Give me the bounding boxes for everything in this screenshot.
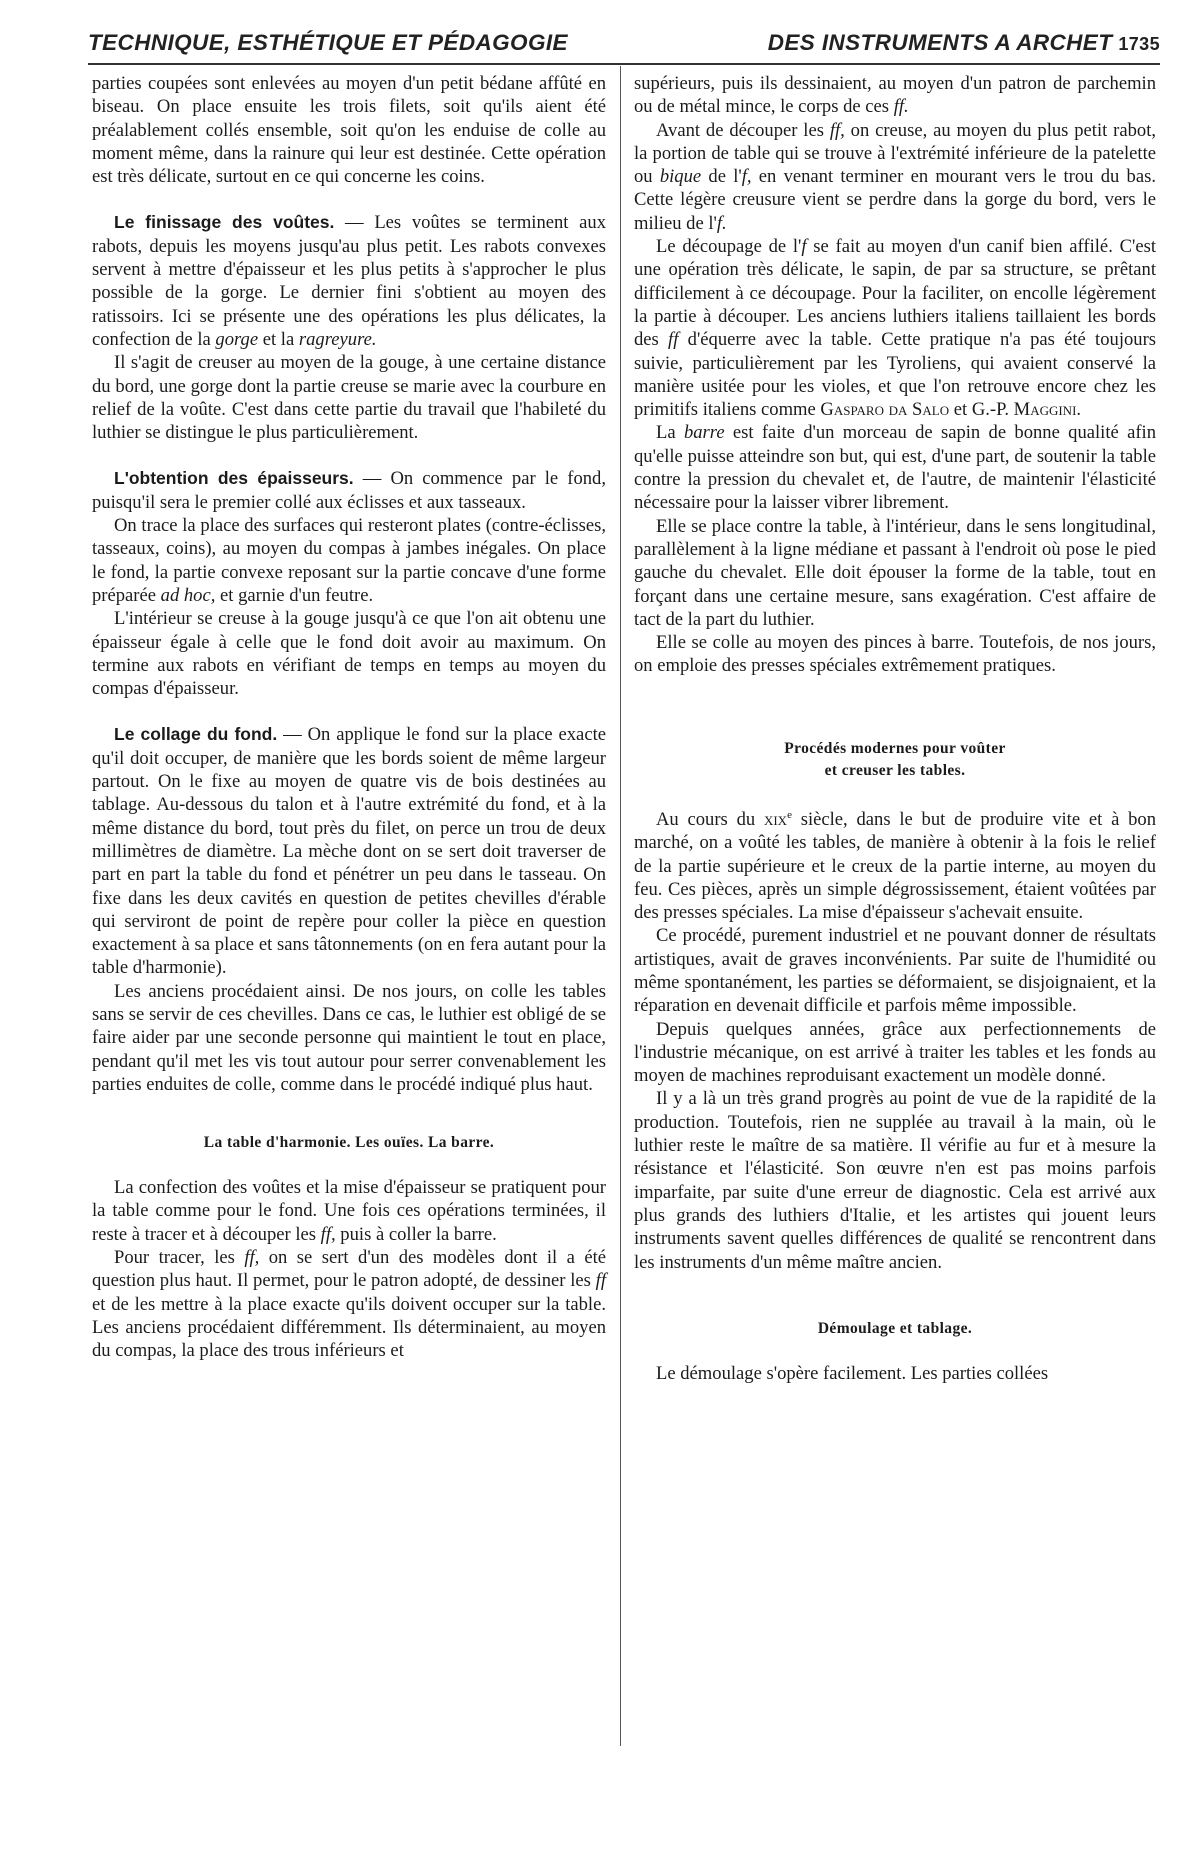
- paragraph-text: puis à coller la barre.: [335, 1223, 497, 1245]
- paragraph: [92, 514, 606, 607]
- italic-term: ff: [595, 1270, 606, 1292]
- paragraph-text: La confection des voûtes et la mise d'épaisseur se pratiquent pour la table comme pour le fond. Une fois ces opérations terminées, il reste à tracer et à découper les: [92, 1177, 606, 1245]
- section-title-text: Démoulage et tablage.: [817, 1319, 973, 1337]
- paragraph-text: On trace la place des surfaces qui resteront plates (contre-éclisses, tasseaux, coins), au moyen du compas à jambes inégales. On place le fond, la partie convexe reposant sur la partie concave d'une forme préparée: [92, 515, 606, 606]
- paragraph-text: et la: [258, 328, 299, 350]
- section-title-line: et creuser les tables.: [824, 761, 966, 779]
- paragraph-text: Avant de découper les: [656, 119, 830, 141]
- paragraph: L'intérieur se creuse à la gouge jusqu'à ce que l'on ait obtenu une épaisseur égale à celle que le fond doit avoir au maximum. On termine aux rabots en vérifiant de temps en temps au moyen du compas d'épaisseur.: [92, 608, 606, 700]
- section-title-demoulage: [634, 1318, 1156, 1340]
- small-caps-name: G.-P. Maggini.: [971, 399, 1082, 421]
- running-head-left: TECHNIQUE, ESTHÉTIQUE ET PÉDAGOGIE: [88, 30, 568, 55]
- paragraph: [92, 1176, 606, 1246]
- italic-term: ff,: [244, 1247, 260, 1269]
- small-caps-name: Gasparo da Salo: [820, 399, 950, 421]
- superscript: e: [787, 808, 792, 821]
- italic-term: ff.: [893, 96, 909, 118]
- paragraph-text: supérieurs, puis ils dessinaient, au moyen d'un patron de parchemin ou de métal mince, le corps de ces: [634, 73, 1156, 118]
- paragraph-text: et garnie d'un feutre.: [215, 584, 374, 606]
- paragraph: Elle se colle au moyen des pinces à barre. Toutefois, de nos jours, on emploie des presses spéciales extrêmement pratiques.: [634, 632, 1156, 677]
- paragraph-text: on creuse, au moyen du plus petit rabot, la portion de table qui se trouve à l'extrémité inférieure de la patelette ou: [634, 119, 1157, 188]
- italic-term: ff,: [829, 119, 845, 141]
- paragraph: Elle se place contre la table, à l'intérieur, dans le sens longitudinal, parallèlement à la ligne médiane et passant à l'endroit où pose le pied gauche du chevalet. Elle doit épouser la forme de la table, tout en forçant dans une certaine mesure, sans exagération. C'est affaire de tact de la part du luthier.: [634, 515, 1156, 630]
- section-title-line: Procédés modernes pour voûter: [784, 739, 1006, 757]
- paragraph-text: Pour tracer, les: [114, 1247, 245, 1269]
- paragraph-text: — Les voûtes se terminent aux rabots, depuis les moyens jusqu'au plus petit. Les rabots convexes servent à mettre d'épaisseur et les plus petits à s'approcher le plus possible de la gorge. Le dernier fini s'obtient au moyen des ratissoirs. Ici se présente une des opérations les plus délicates, la confection de la: [92, 212, 606, 350]
- paragraph: [634, 119, 1156, 235]
- italic-term: f.: [716, 212, 727, 234]
- run-in-heading: Le finissage des voûtes.: [114, 212, 335, 233]
- paragraph: [634, 804, 1156, 925]
- run-in-heading: L'obtention des épaisseurs.: [114, 468, 354, 489]
- paragraph: Le démoulage s'opère facilement. Les parties collées: [656, 1362, 1049, 1384]
- paragraph-text: siècle, dans le but de produire vite et à bon marché, on a voûté les tables, de manière à obtenir à la fois le relief de la partie supérieure et le creux de la partie interne, au moyen du feu. Ces pièces, après un simple dégrossissement, étaient voûtées par des presses spéciales. La mise d'épaisseur s'achevait ensuite.: [634, 808, 1156, 924]
- italic-term: barre: [683, 422, 725, 444]
- column-divider: [620, 66, 621, 1746]
- italic-term: gorge: [215, 328, 259, 350]
- paragraph-epaisseurs: [92, 467, 606, 514]
- paragraph: [634, 235, 1156, 421]
- paragraph: parties coupées sont enlevées au moyen d'un petit bédane affûté en biseau. On place ensuite les trois filets, soit qu'ils aient été préalablement collés ensemble, soit qu'on les enduise de colle au moment même, dans la rainure qui leur est destinée. Cette opération est très délicate, surtout en ce qui concerne les coins.: [92, 73, 606, 188]
- right-column: [634, 72, 1156, 1385]
- paragraph: [634, 72, 1156, 119]
- paragraph-text: on se sert d'un des modèles dont il a été question plus haut. Il permet, pour le patron adopté, de dessiner les: [92, 1247, 606, 1292]
- paragraph-text: — On commence par le fond, puisqu'il sera le premier collé aux éclisses et aux tasseaux.: [92, 468, 606, 513]
- paragraph: Il y a là un très grand progrès au point de vue de la rapidité de la production. Toutefois, rien ne supplée au travail à la main, où le luthier reste le maître de sa matière. Il vérifie au fur et à mesure la résistance et l'élasticité. Son œuvre n'en est pas moins parfois imparfaite, par suite d'une erreur de diagnostic. Cela est arrivé aux plus grands des luthiers d'Italie, et les artistes qui jouent leurs instruments savent quelles différences de qualité se rencontrent dans les instruments d'un même maître ancien.: [634, 1088, 1156, 1273]
- paragraph-text: et de les mettre à la place exacte qu'ils doivent occuper sur la table. Les anciens procédaient différemment. Ils déterminaient, au moyen du compas, la place des trous inférieurs et: [92, 1293, 606, 1362]
- paragraph-text: La: [656, 422, 684, 444]
- paragraph: [634, 421, 1156, 514]
- header-rule: [88, 63, 1160, 65]
- italic-term: ff,: [320, 1223, 336, 1245]
- paragraph-voutes: [92, 211, 606, 351]
- paragraph-text: se fait au moyen d'un canif bien affilé. C'est une opération très délicate, le sapin, de par sa structure, se prêtant difficilement à ce découpage. Pour la faciliter, on encolle légèrement la partie à découper. Les anciens luthiers italiens taillaient les bords des: [634, 236, 1156, 351]
- italic-term: f: [801, 236, 807, 258]
- paragraph: Il s'agit de creuser au moyen de la gouge, à une certaine distance du bord, une gorge dont la partie creuse se marie avec la courbure en relief de la voûte. C'est dans cette partie du travail que l'habileté du luthier se distingue le plus particulièrement.: [92, 352, 606, 444]
- paragraph-text: Au cours du: [656, 808, 764, 830]
- section-title-procedes-modernes: [634, 738, 1156, 782]
- paragraph-collage: [92, 723, 606, 979]
- paragraph: Les anciens procédaient ainsi. De nos jours, on colle les tables sans se servir de ces chevilles. Dans ce cas, le luthier est obligé de se faire aider par une seconde personne qui maintient le tout en place, pendant qu'il met les vis tout autour pour serrer convenablement les parties enduites de colle, comme dans le procédé indiqué plus haut.: [92, 980, 606, 1095]
- paragraph-text: de l': [701, 166, 742, 188]
- paragraph-text: — On applique le fond sur la place exacte qu'il doit occuper, de manière que les bords soient de même largeur partout. On le fixe au moyen de quatre vis de bois destinées au tablage. Au-dessous du talon et à l'autre extrémité du fond, et à la même distance du bord, tout près du filet, on perce un trou de deux millimètres de diamètre. La mèche dont on se sert doit traverser de part en part la table du fond et pénétrer un peu dans le tasseau. On fixe dans les deux cavités en question de petites chevilles d'érable qui serviront de point de repère pour coller la pièce en question exactement à sa place et sans tâtonnements (on en fera autant pour la table d'harmonie).: [92, 724, 606, 979]
- italic-term: bique: [659, 166, 702, 188]
- paragraph-text: Le découpage de l': [656, 236, 802, 258]
- running-head-right-title: DES INSTRUMENTS A ARCHET: [767, 30, 1113, 55]
- run-in-heading: Le collage du fond.: [114, 724, 278, 745]
- paragraph: Ce procédé, purement industriel et ne pouvant donner de résultats artistiques, avait de graves inconvénients. Par suite de l'humidité ou même spontanément, les parties se déformaient, se disjoignaient, et la réparation en devenait difficile et parfois même impossible.: [634, 925, 1156, 1017]
- paragraph-text: en venant terminer en mourant vers le trou du bas. Cette légère creusure vient se perdre dans la gorge du bord, vers le milieu de l': [634, 166, 1156, 234]
- italic-term: ragreyure.: [298, 328, 377, 350]
- century-numeral: xix: [763, 808, 788, 830]
- italic-term: f,: [741, 166, 752, 188]
- paragraph-text: et: [949, 399, 972, 421]
- paragraph: [92, 1246, 606, 1362]
- running-head-right: [768, 30, 1160, 56]
- section-title-text: La table d'harmonie. Les ouïes. La barre.: [203, 1134, 495, 1152]
- paragraph-text: est faite d'un morceau de sapin de bonne qualité afin qu'elle puisse atteindre son but, qui est, d'une part, de soutenir la table contre la pression du chevalet et, de l'autre, de maintenir l'élasticité nécessaire pour la laisser vibrer librement.: [634, 422, 1156, 514]
- running-head: [88, 30, 1160, 62]
- page-number: 1735: [1118, 34, 1160, 54]
- left-column: [92, 72, 606, 1363]
- paragraph: Depuis quelques années, grâce aux perfectionnements de l'industrie mécanique, on est arrivé à traiter les tables et les fonds au moyen de machines reproduisant exactement un modèle donné.: [634, 1018, 1156, 1087]
- section-title-table-harmonie: [92, 1132, 606, 1154]
- italic-term: ad hoc,: [160, 584, 216, 606]
- paragraph-text: d'équerre avec la table. Cette pratique n'a pas été toujours suivie, particulièrement par les Tyroliens, qui avaient conservé la manière usitée pour les violes, et que l'on retrouve encore chez les primitifs italiens comme: [634, 329, 1157, 421]
- italic-term: ff: [668, 329, 679, 351]
